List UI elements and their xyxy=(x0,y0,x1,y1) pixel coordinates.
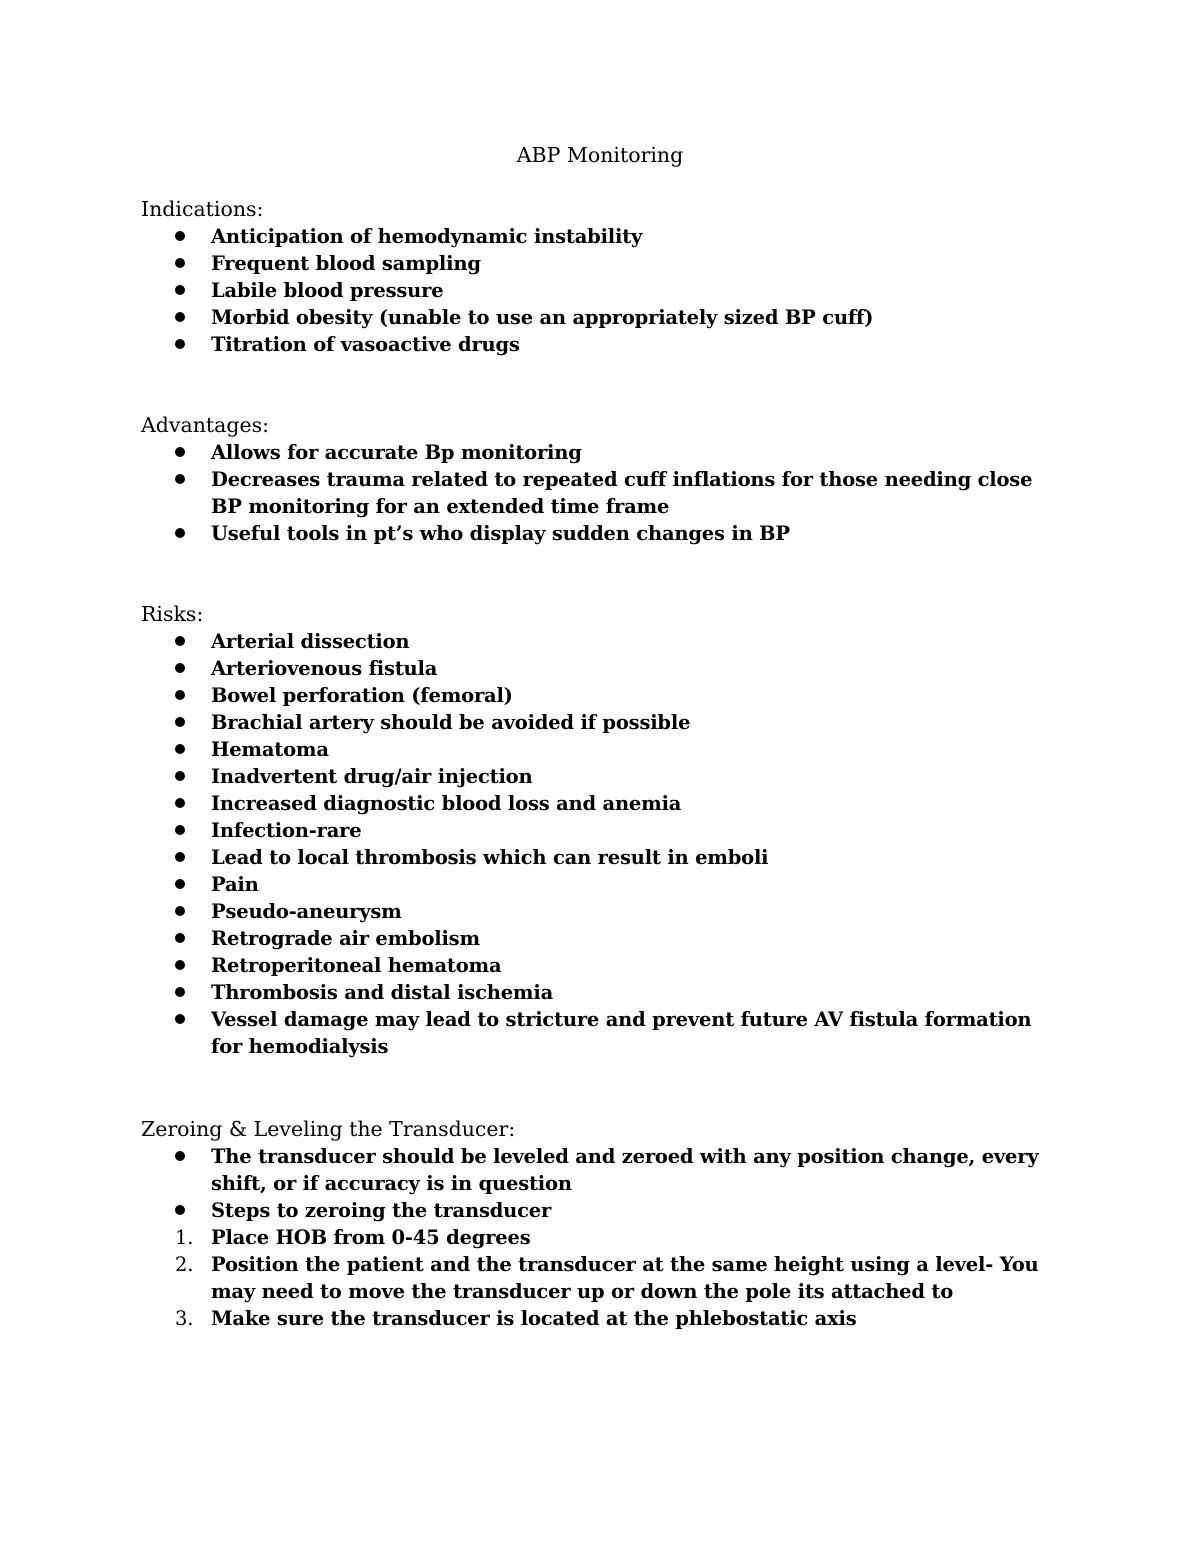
list-item-text: Titration of vasoactive drugs xyxy=(211,333,520,356)
list-item xyxy=(141,817,1061,844)
section-heading-advantages: Advantages: xyxy=(141,413,270,437)
bullet-icon xyxy=(175,312,185,322)
step-number: 3. xyxy=(175,1307,194,1330)
advantages-list xyxy=(141,439,1061,547)
bullet-icon xyxy=(175,771,185,781)
list-item-text: Pseudo-aneurysm xyxy=(211,900,402,923)
bullet-icon xyxy=(175,960,185,970)
bullet-icon xyxy=(175,663,185,673)
list-item-text: Frequent blood sampling xyxy=(211,252,481,275)
list-item xyxy=(141,520,1061,547)
list-item xyxy=(141,277,1061,304)
step-item xyxy=(141,1224,1061,1251)
section-heading-zeroing: Zeroing & Leveling the Transducer: xyxy=(141,1117,516,1141)
list-item-text: Bowel perforation (femoral) xyxy=(211,684,513,707)
list-item-text: Pain xyxy=(211,873,259,896)
list-item xyxy=(141,709,1061,736)
bullet-icon xyxy=(175,636,185,646)
bullet-icon xyxy=(175,1014,185,1024)
bullet-icon xyxy=(175,798,185,808)
step-item xyxy=(141,1305,1061,1332)
list-item-text: Increased diagnostic blood loss and anemia xyxy=(211,792,682,815)
list-item-text: Decreases trauma related to repeated cuff inflations for those needing close BP monitoring for an extended time frame xyxy=(211,468,1033,518)
list-item-text: Infection-rare xyxy=(211,819,362,842)
zeroing-steps-list xyxy=(141,1224,1061,1332)
section-heading-risks: Risks: xyxy=(141,602,204,626)
list-item xyxy=(141,871,1061,898)
bullet-icon xyxy=(175,690,185,700)
bullet-icon xyxy=(175,258,185,268)
list-item-text: Hematoma xyxy=(211,738,329,761)
risks-list xyxy=(141,628,1061,1060)
list-item-text: Vessel damage may lead to stricture and prevent future AV fistula formation for hemodialysis xyxy=(211,1008,1032,1058)
bullet-icon xyxy=(175,528,185,538)
bullet-icon xyxy=(175,339,185,349)
list-item xyxy=(141,952,1061,979)
list-item-text: Inadvertent drug/air injection xyxy=(211,765,533,788)
list-item xyxy=(141,1197,1061,1224)
step-text: Position the patient and the transducer at the same height using a level- You may need to move the transducer up or down the pole its attached to xyxy=(211,1253,1039,1303)
list-item-text: Labile blood pressure xyxy=(211,279,444,302)
list-item xyxy=(141,844,1061,871)
section-indications xyxy=(141,196,1061,358)
step-text: Place HOB from 0-45 degrees xyxy=(211,1226,531,1249)
bullet-icon xyxy=(175,933,185,943)
bullet-icon xyxy=(175,231,185,241)
list-item xyxy=(141,925,1061,952)
section-risks xyxy=(141,601,1061,1060)
list-item xyxy=(141,466,1061,520)
list-item xyxy=(141,439,1061,466)
bullet-icon xyxy=(175,447,185,457)
list-item-text: The transducer should be leveled and zeroed with any position change, every shift, or if accuracy is in question xyxy=(211,1145,1039,1195)
list-item xyxy=(141,304,1061,331)
step-item xyxy=(141,1251,1061,1305)
list-item-text: Arteriovenous fistula xyxy=(211,657,438,680)
bullet-icon xyxy=(175,744,185,754)
list-item xyxy=(141,898,1061,925)
list-item xyxy=(141,331,1061,358)
bullet-icon xyxy=(175,852,185,862)
list-item xyxy=(141,1143,1061,1197)
step-number: 2. xyxy=(175,1253,194,1276)
list-item xyxy=(141,682,1061,709)
list-item-text: Allows for accurate Bp monitoring xyxy=(211,441,582,464)
list-item-text: Steps to zeroing the transducer xyxy=(211,1199,552,1222)
document-title: ABP Monitoring xyxy=(516,143,684,167)
list-item-text: Anticipation of hemodynamic instability xyxy=(211,225,643,248)
bullet-icon xyxy=(175,1151,185,1161)
list-item-text: Useful tools in pt’s who display sudden changes in BP xyxy=(211,522,790,545)
bullet-icon xyxy=(175,1205,185,1215)
list-item xyxy=(141,763,1061,790)
list-item-text: Arterial dissection xyxy=(211,630,410,653)
step-text: Make sure the transducer is located at the phlebostatic axis xyxy=(211,1307,857,1330)
list-item xyxy=(141,1006,1061,1060)
section-zeroing-leveling xyxy=(141,1116,1061,1332)
list-item-text: Retroperitoneal hematoma xyxy=(211,954,502,977)
list-item-text: Lead to local thrombosis which can result in emboli xyxy=(211,846,769,869)
list-item-text: Brachial artery should be avoided if possible xyxy=(211,711,691,734)
step-number: 1. xyxy=(175,1226,194,1249)
section-advantages xyxy=(141,412,1061,547)
bullet-icon xyxy=(175,906,185,916)
bullet-icon xyxy=(175,285,185,295)
list-item xyxy=(141,736,1061,763)
section-heading-indications: Indications: xyxy=(141,197,264,221)
bullet-icon xyxy=(175,474,185,484)
list-item xyxy=(141,655,1061,682)
list-item xyxy=(141,250,1061,277)
bullet-icon xyxy=(175,717,185,727)
bullet-icon xyxy=(175,825,185,835)
bullet-icon xyxy=(175,987,185,997)
list-item xyxy=(141,223,1061,250)
list-item xyxy=(141,790,1061,817)
list-item-text: Morbid obesity (unable to use an appropriately sized BP cuff) xyxy=(211,306,874,329)
list-item-text: Thrombosis and distal ischemia xyxy=(211,981,554,1004)
list-item xyxy=(141,979,1061,1006)
list-item xyxy=(141,628,1061,655)
list-item-text: Retrograde air embolism xyxy=(211,927,480,950)
indications-list xyxy=(141,223,1061,358)
zeroing-bullet-list xyxy=(141,1143,1061,1224)
bullet-icon xyxy=(175,879,185,889)
